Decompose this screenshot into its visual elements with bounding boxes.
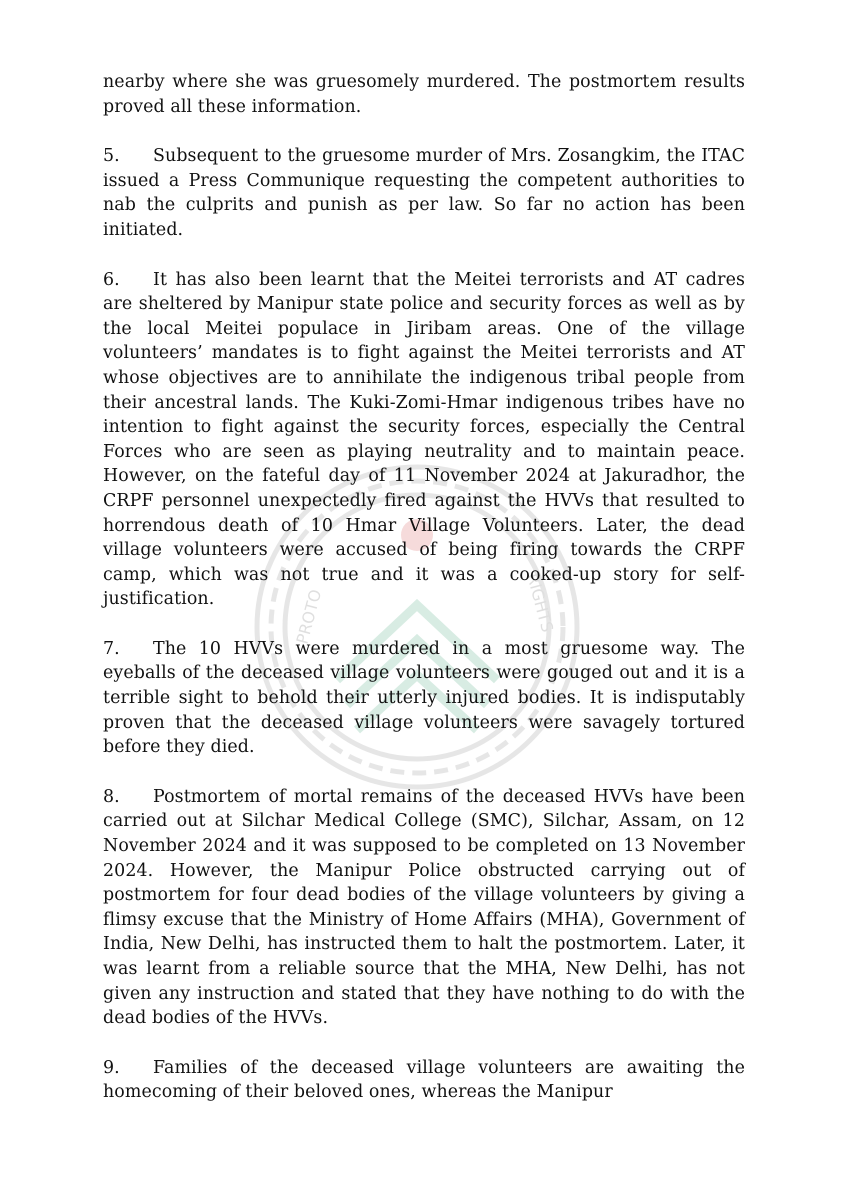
paragraph-7 [103,637,745,760]
paragraph-number: 6. [103,269,120,290]
paragraph-6 [103,268,745,612]
paragraph-number: 9. [103,1057,120,1078]
paragraph-8 [103,785,745,1031]
paragraph-text: The 10 HVVs were murdered in a most gruesome way. The eyeballs of the deceased village volunteers were gouged out and it is a terrible sight to behold their utterly injured bodies. It is indisputably proven that the deceased village volunteers were savagely tortured before they died. [103,638,745,758]
paragraph-9 [103,1056,745,1105]
paragraph-text: Families of the deceased village volunteers are awaiting the homecoming of their beloved ones, whereas the Manipur [103,1057,745,1103]
paragraph-continuation [103,70,745,119]
paragraph-text: Postmortem of mortal remains of the deceased HVVs have been carried out at Silchar Medical College (SMC), Silchar, Assam, on 12 November 2024 and it was supposed to be completed on 13 November 2024. However, the Manipur Police obstructed carrying out of postmortem for four dead bodies of the village volunteers by giving a flimsy excuse that the Ministry of Home Affairs (MHA), Government of India, New Delhi, has instructed them to halt the postmortem. Later, it was learnt from a reliable source that the MHA, New Delhi, has not given any instruction and stated that they have nothing to do with the dead bodies of the HVVs. [103,786,745,1029]
watermark-text-right: RIGHTS [523,571,558,635]
watermark-text-left: PROTO [292,587,326,647]
paragraph-number: 5. [103,146,120,167]
paragraph-text: It has also been learnt that the Meitei terrorists and AT cadres are sheltered by Manipur state police and security forces as well as by the local Meitei populace in Jiribam areas. One of the village volunteers’ mandates is to fight against the Meitei terrorists and AT whose objectives are to annihilate the indigenous tribal people from their ancestral lands. The Kuki-Zomi-Hmar indigenous tribes have no intention to fight against the security forces, especially the Central Forces who are seen as playing neutrality and to maintain peace. However, on the fateful day of 11 November 2024 at Jakuradhor, the CRPF personnel unexpectedly fired against the HVVs that resulted to horrendous death of 10 Hmar Village Volunteers. Later, the dead village volunteers were accused of being firing towards the CRPF camp, which was not true and it was a cooked-up story for self-justification. [103,269,745,610]
paragraph-text: Subsequent to the gruesome murder of Mrs. Zosangkim, the ITAC issued a Press Communique requesting the competent authorities to nab the culprits and punish as per law. So far no action has been initiated. [103,146,745,240]
paragraph-number: 7. [103,638,120,659]
paragraph-number: 8. [103,786,120,807]
paragraph-5 [103,144,745,242]
document-body [103,70,745,1130]
paragraph-text: nearby where she was gruesomely murdered. The postmortem results proved all these information. [103,72,745,117]
